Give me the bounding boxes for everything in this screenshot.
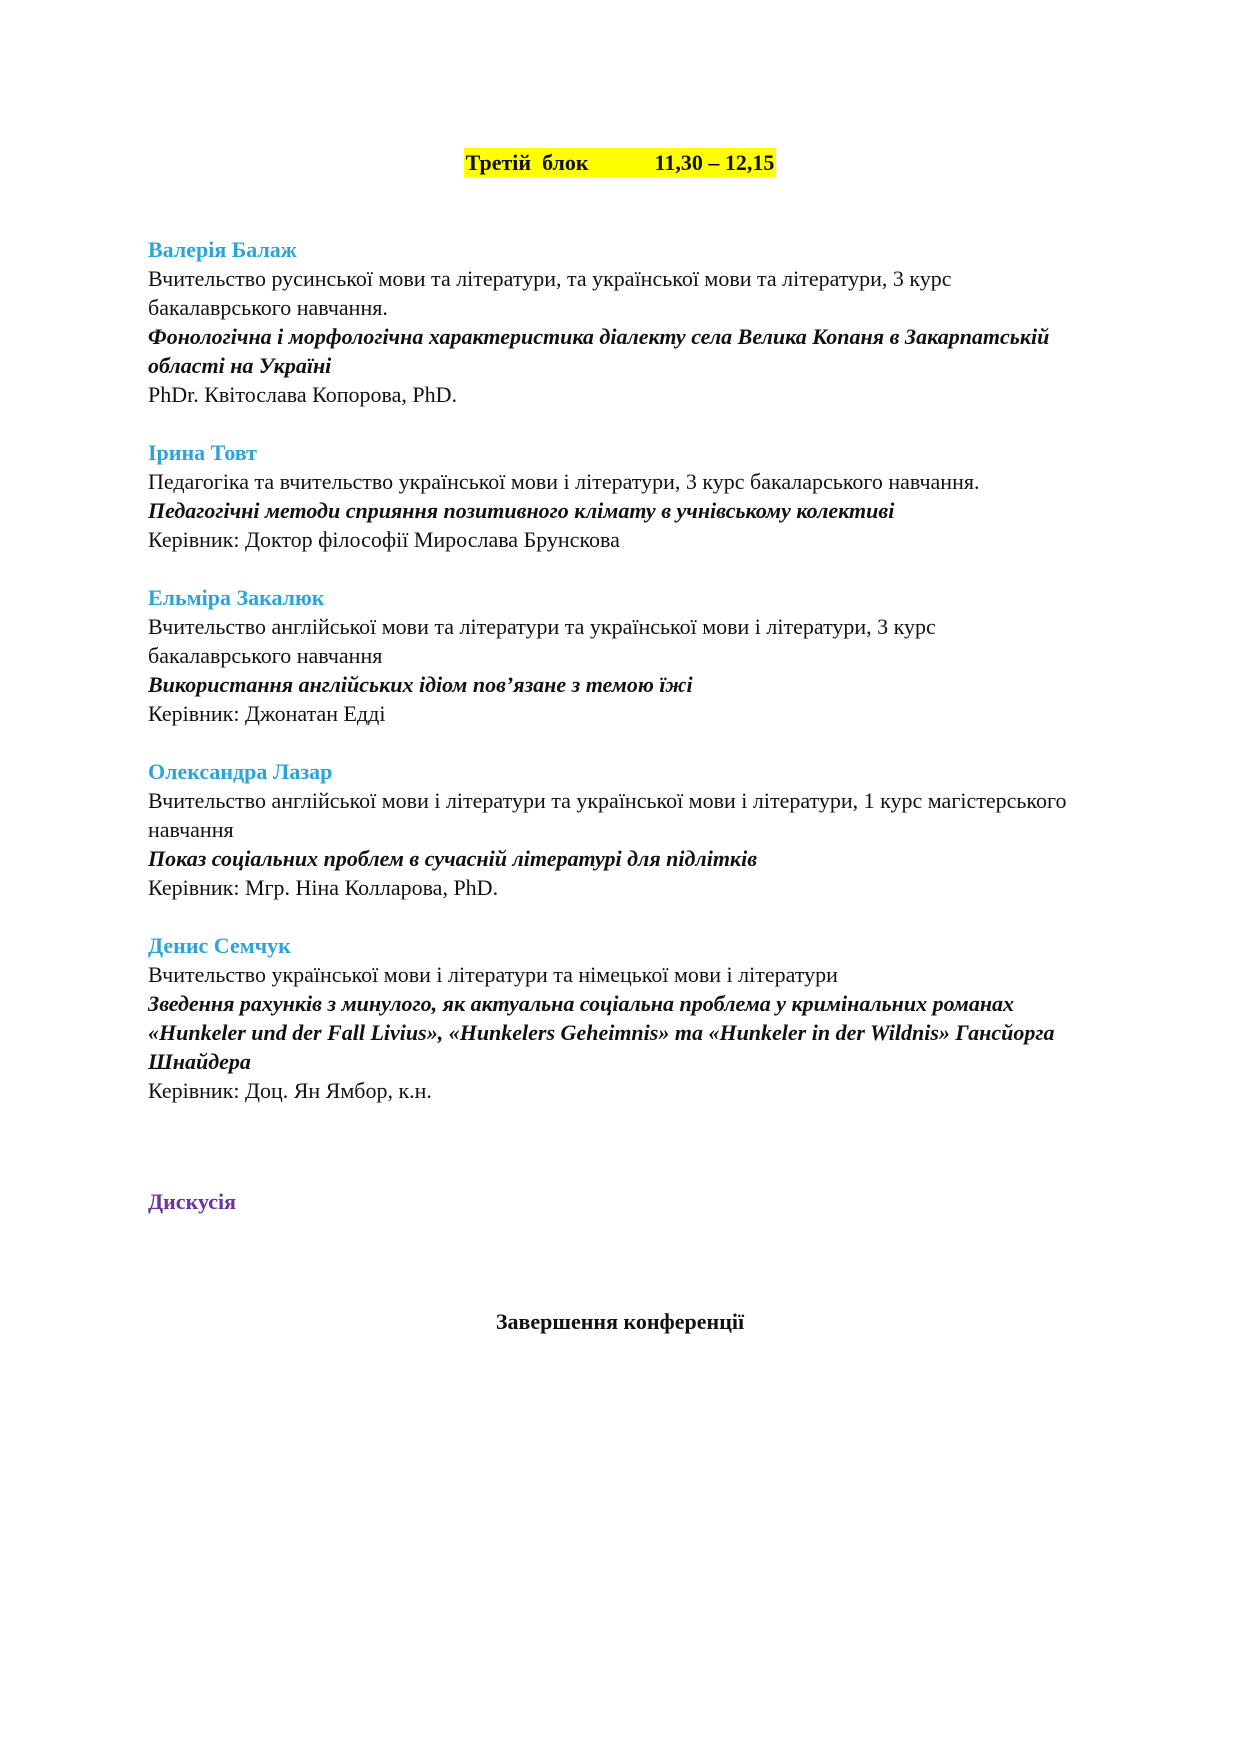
supervisor: Керівник: Джонатан Едді (148, 701, 386, 726)
presenter-name: Ельміра Закалюк (148, 585, 325, 610)
presentation-topic: Показ соціальних проблем в сучасній літературі для підлітків (148, 846, 758, 871)
study-program: Педагогіка та вчительство української мови і літератури, 3 курс бакаларського навчання. (148, 469, 980, 494)
presentation-entry (148, 438, 1078, 554)
supervisor: Керівник: Доктор філософії Мирослава Брунскова (148, 527, 620, 552)
presenter-name: Ірина Товт (148, 440, 257, 465)
supervisor: Керівник: Доц. Ян Ямбор, к.н. (148, 1078, 432, 1103)
presentation-topic: Педагогічні методи сприяння позитивного клімату в учнівському колективі (148, 498, 895, 523)
study-program: Вчительство української мови і літератури та німецької мови і літератури (148, 962, 838, 987)
study-program: Вчительство русинської мови та літератури, та української мови та літератури, 3 курс бакалаврського навчання. (148, 266, 952, 320)
presentation-topic: Використання англійських ідіом пов’язане з темою їжі (148, 672, 693, 697)
supervisor: PhDr. Квітослава Копорова, PhD. (148, 382, 457, 407)
presentation-entry (148, 235, 1078, 409)
block-title-highlight: Третій блок 11,30 – 12,15 (465, 150, 775, 175)
presentation-entry (148, 757, 1078, 902)
presenter-name: Денис Семчук (148, 933, 291, 958)
presentations-list (148, 235, 1078, 1134)
block-title (0, 148, 1240, 178)
presentation-topic: Фонологічна і морфологічна характеристика діалекту села Велика Копаня в Закарпатській області на Україні (148, 324, 1050, 378)
presentation-entry (148, 583, 1078, 728)
study-program: Вчительство англійської мови та літератури та української мови і літератури, 3 курс бакалаврського навчання (148, 614, 936, 668)
supervisor: Керівник: Мгр. Ніна Колларова, PhD. (148, 875, 499, 900)
presenter-name: Олександра Лазар (148, 759, 333, 784)
discussion-heading: Дискусія (148, 1189, 237, 1214)
presentation-entry (148, 931, 1078, 1105)
study-program: Вчительство англійської мови і літератури та української мови і літератури, 1 курс магістерського навчання (148, 788, 1067, 842)
presenter-name: Валерія Балаж (148, 237, 297, 262)
presentation-topic: Зведення рахунків з минулого, як актуальна соціальна проблема у кримінальних романах «Hunkeler und der Fall Livius», «Hunkelers Geheimnis» та «Hunkeler in der Wildnis» Гансйорга Шнайдера (148, 991, 1055, 1074)
closing-heading: Завершення конференції (495, 1309, 745, 1334)
